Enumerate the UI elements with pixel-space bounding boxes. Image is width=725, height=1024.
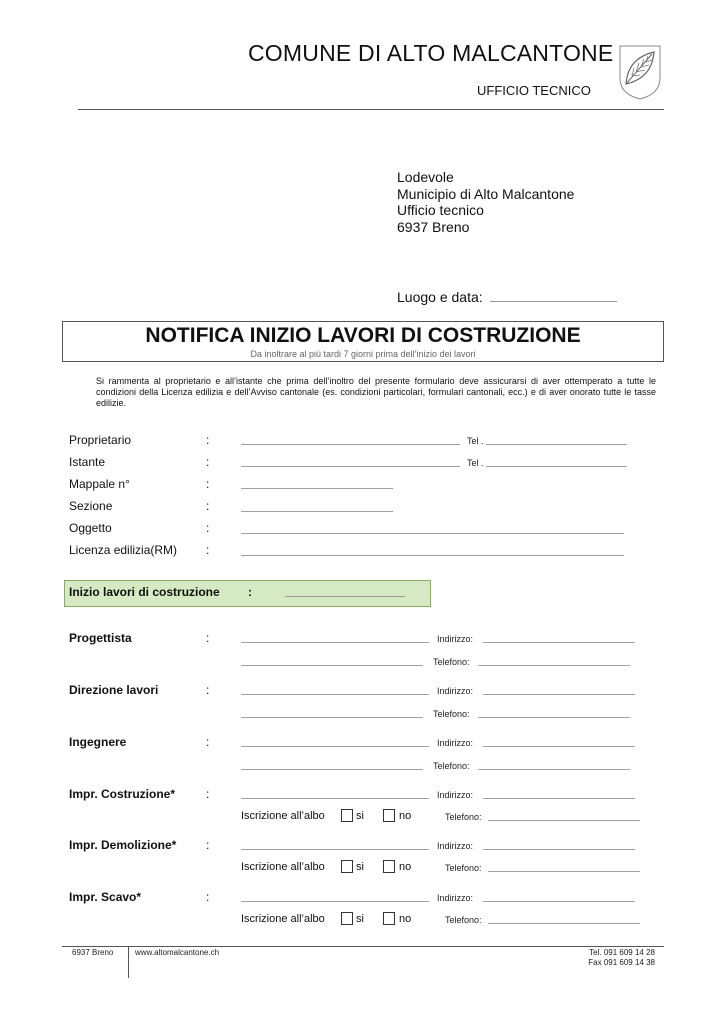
colon: :	[206, 631, 210, 645]
inizio-lavori-box	[64, 580, 431, 607]
progettista-extra-field[interactable]	[241, 665, 423, 666]
notice-text: Si rammenta al proprietario e all’istante che prima dell’inoltro del presente formulario deve assicurarsi di aver ottemperato a tutte le condizioni della Licenza edilizia e dell’Avviso cantonale (es. condizioni particolari, formulari cantonali, ecc.) e di aver onorato tutte le tasse edilizie.	[96, 376, 656, 409]
form-title: NOTIFICA INIZIO LAVORI DI COSTRUZIONE	[145, 324, 581, 347]
si-label: si	[356, 861, 364, 873]
no-checkbox[interactable]	[383, 860, 395, 873]
recipient-line: Municipio di Alto Malcantone	[397, 185, 575, 202]
progettista-name-field[interactable]	[241, 642, 429, 643]
header-divider	[78, 109, 664, 110]
si-label: si	[356, 810, 364, 822]
indirizzo-label: Indirizzo:	[437, 634, 474, 644]
oggetto-label: Oggetto	[69, 521, 112, 535]
colon: :	[206, 477, 210, 491]
istante-tel-field[interactable]	[486, 466, 627, 467]
licenza-label: Licenza edilizia(RM)	[69, 543, 178, 557]
recipient-line: 6937 Breno	[397, 218, 470, 235]
colon: :	[248, 585, 252, 599]
ingegnere-telefono-field[interactable]	[478, 769, 630, 770]
page-title: COMUNE DI ALTO MALCANTONE	[248, 40, 614, 66]
no-checkbox[interactable]	[383, 809, 395, 822]
istante-label: Istante	[69, 455, 106, 469]
sezione-field[interactable]	[241, 511, 393, 512]
footer-place: 6937 Breno	[72, 948, 114, 957]
telefono-label: Telefono:	[445, 915, 482, 925]
recipient-line: Lodevole	[397, 169, 454, 185]
no-checkbox[interactable]	[383, 912, 395, 925]
colon: :	[206, 890, 210, 904]
impr-demolizione-label: Impr. Demolizione*	[69, 838, 177, 852]
ingegnere-indirizzo-field[interactable]	[483, 746, 635, 747]
impr-costruzione-name-field[interactable]	[241, 798, 429, 799]
footer-separator	[128, 946, 129, 978]
direzione-indirizzo-field[interactable]	[483, 694, 635, 695]
no-label: no	[399, 913, 412, 925]
luogo-field[interactable]	[490, 290, 617, 302]
impr-costruzione-indirizzo-field[interactable]	[483, 798, 635, 799]
impr-scavo-telefono-field[interactable]	[488, 923, 640, 924]
footer-divider	[62, 946, 664, 947]
inizio-lavori-label: Inizio lavori di costruzione	[69, 585, 220, 599]
no-label: no	[399, 861, 412, 873]
colon: :	[206, 433, 210, 447]
si-label: si	[356, 913, 364, 925]
impr-scavo-name-field[interactable]	[241, 901, 429, 902]
luogo-label: Luogo e data:	[397, 289, 483, 305]
colon: :	[206, 735, 210, 749]
recipient-address	[397, 169, 574, 235]
direzione-name-field[interactable]	[241, 694, 429, 695]
iscrizione-label: Iscrizione all’albo	[241, 861, 325, 873]
leaf-crest-icon	[618, 44, 662, 100]
page-subtitle: UFFICIO TECNICO	[477, 83, 591, 98]
licenza-field[interactable]	[241, 555, 624, 556]
impr-scavo-label: Impr. Scavo*	[69, 890, 142, 904]
colon: :	[206, 787, 210, 801]
si-checkbox[interactable]	[341, 809, 353, 822]
direzione-telefono-field[interactable]	[478, 717, 630, 718]
colon: :	[206, 499, 210, 513]
colon: :	[206, 838, 210, 852]
telefono-label: Telefono:	[445, 812, 482, 822]
tel-label: Tel .	[467, 458, 484, 468]
indirizzo-label: Indirizzo:	[437, 841, 474, 851]
telefono-label: Telefono:	[433, 761, 470, 771]
iscrizione-label: Iscrizione all’albo	[241, 913, 325, 925]
progettista-indirizzo-field[interactable]	[483, 642, 635, 643]
mappale-label: Mappale n°	[69, 477, 130, 491]
colon: :	[206, 683, 210, 697]
form-subtitle: Da inoltrare al più tardi 7 giorni prima dell’inizio dei lavori	[250, 349, 476, 359]
no-label: no	[399, 810, 412, 822]
inizio-lavori-field[interactable]	[285, 596, 405, 597]
footer-tel: Tel. 091 609 14 28	[589, 948, 655, 957]
sezione-label: Sezione	[69, 499, 113, 513]
impr-demolizione-name-field[interactable]	[241, 849, 429, 850]
impr-costruzione-label: Impr. Costruzione*	[69, 787, 176, 801]
ingegnere-extra-field[interactable]	[241, 769, 423, 770]
progettista-label: Progettista	[69, 631, 132, 645]
ingegnere-name-field[interactable]	[241, 746, 429, 747]
tel-label: Tel .	[467, 436, 484, 446]
proprietario-tel-field[interactable]	[486, 444, 627, 445]
footer-fax: Fax 091 609 14 38	[588, 958, 655, 967]
telefono-label: Telefono:	[433, 709, 470, 719]
impr-demolizione-indirizzo-field[interactable]	[483, 849, 635, 850]
direzione-extra-field[interactable]	[241, 717, 423, 718]
telefono-label: Telefono:	[445, 863, 482, 873]
colon: :	[206, 455, 210, 469]
impr-demolizione-telefono-field[interactable]	[488, 871, 640, 872]
si-checkbox[interactable]	[341, 912, 353, 925]
form-title-box	[62, 321, 664, 362]
oggetto-field[interactable]	[241, 533, 624, 534]
direzione-label: Direzione lavori	[69, 683, 159, 697]
impr-scavo-indirizzo-field[interactable]	[483, 901, 635, 902]
recipient-line: Ufficio tecnico	[397, 202, 484, 218]
impr-costruzione-telefono-field[interactable]	[488, 820, 640, 821]
colon: :	[206, 521, 210, 535]
footer-website: www.altomalcantone.ch	[135, 948, 220, 957]
ingegnere-label: Ingegnere	[69, 735, 127, 749]
mappale-field[interactable]	[241, 488, 393, 489]
proprietario-field[interactable]	[241, 444, 460, 445]
iscrizione-label: Iscrizione all’albo	[241, 810, 325, 822]
istante-field[interactable]	[241, 466, 460, 467]
telefono-label: Telefono:	[433, 657, 470, 667]
indirizzo-label: Indirizzo:	[437, 893, 474, 903]
indirizzo-label: Indirizzo:	[437, 790, 474, 800]
si-checkbox[interactable]	[341, 860, 353, 873]
indirizzo-label: Indirizzo:	[437, 738, 474, 748]
luogo-data	[397, 289, 617, 305]
colon: :	[206, 543, 210, 557]
proprietario-label: Proprietario	[69, 433, 132, 447]
indirizzo-label: Indirizzo:	[437, 686, 474, 696]
progettista-telefono-field[interactable]	[478, 665, 630, 666]
